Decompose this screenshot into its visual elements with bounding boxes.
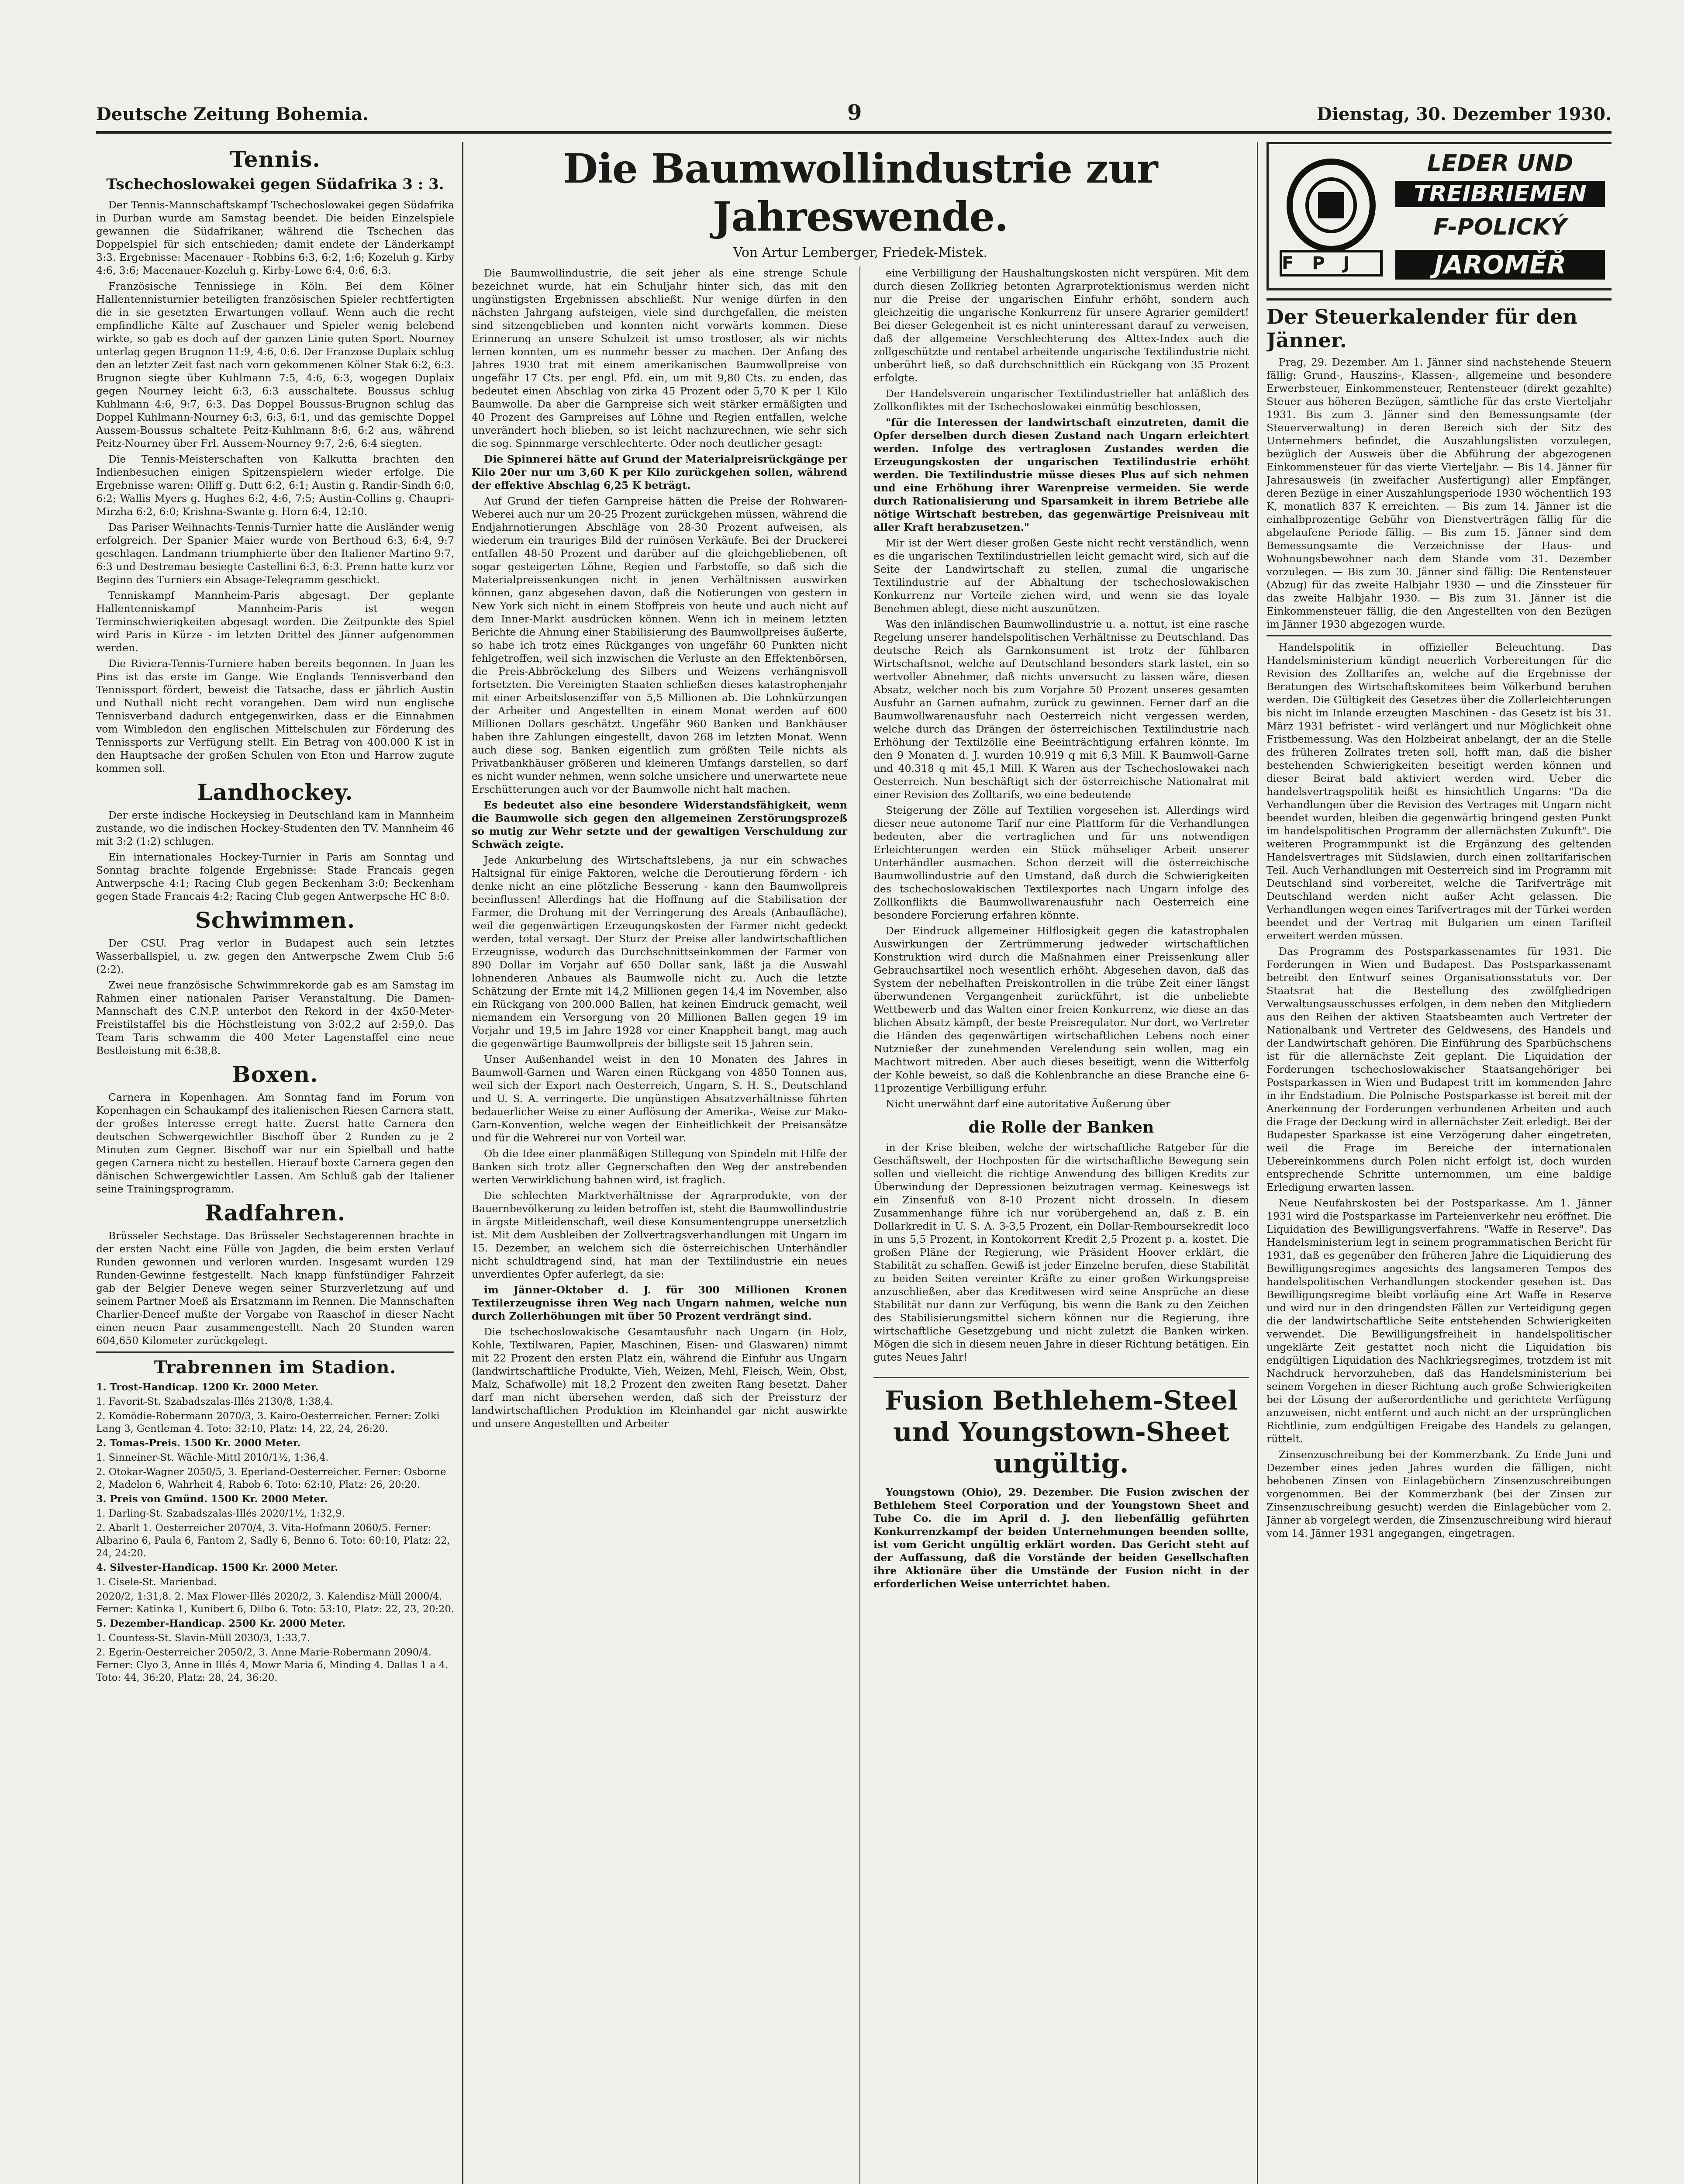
article-title: Der Steuerkalender für den Jänner. [1266,298,1612,352]
divider [1266,635,1612,636]
ad-line: TREIBRIEMEN [1395,181,1605,207]
article-paragraph: Die Tennis-Meisterschaften von Kalkutta brachten den Indienbesuchen einigen Spitzenspielern wieder erfolge. Die Ergebnisse waren: Olliff g. Dutt 6:2, 6:1; Austin g. Randir-Sindh 6:0, 6:2; Wallis Myers g. Hughes 6:2, 4:6, 7:5; Austin-Collins g. Chaupri-Mirzha 6:2, 6:0; Krishna-Swante g. Horn 6:4, 12:10. [96,453,454,518]
article-paragraph: Youngstown (Ohio), 29. Dezember. Die Fusion zwischen der Bethlehem Steel Corporation und der Youngstown Sheet and Tube Co. die im April d. J. den liebenfällig geführten Konkurrenzkampf der beiden Unternehmungen beenden sollte, ist vom Gericht ungültig erklärt worden. Das Gericht steht auf der Auffassung, daß die Vorstände der beiden Gesellschaften ihre Aktionäre über die Umstände der Fusion nicht in der erforderlichen Weise unterrichtet haben. [873,1486,1249,1590]
section-title-swimming: Schwimmen. [195,907,355,933]
issue-date: Dienstag, 30. Dezember 1930. [1317,104,1612,124]
result-line: 2. Abarlt 1. Oesterreicher 2070/4, 3. Vita-Hofmann 2060/5. Ferner: Albarino 6, Paula 6, Fantom 2, Sadly 6, Benno 6. Toto: 60:10, Platz: 22, 24, 24:20. [96,1522,450,1559]
column-rule [859,266,860,2184]
article-paragraph: Brüsseler Sechstage. Das Brüsseler Sechstagerennen brachte in der ersten Nacht eine Fülle von Jagden, die beim ersten Verlauf Runden gewonnen und verloren wurden. Insgesamt wurden 129 Runden-Gewinne festgestellt. Nach knapp fünfstündiger Fahrzeit gab der Belgier Deneve wegen seiner Sturzverletzung auf und seinem Partner Moeß als Ersatzmann im Rennen. Die Mannschaften Charlier-Deneef mußte der Vorgabe von Raaschof in dieser Nacht einen neuen Paar zusammengestellt. Nach 20 Stunden waren 604,650 Kilometer zurückgelegt. [96,1230,454,1347]
article-paragraph: Der erste indische Hockeysieg in Deutschland kam in Mannheim zustande, wo die indischen Hockey-Studenten den TV. Mannheim 46 mit 3:2 (1:2) schlugen. [96,809,454,847]
article-right-column [873,266,1249,1593]
article-paragraph: Die tschechoslowakische Gesamtausfuhr nach Ungarn (in Holz, Kohle, Textilwaren, Papier, Maschinen, Eisen- und Glaswaren) nimmt mit 22 Prozent den ersten Platz ein, während die Einfuhr aus Ungarn (landwirtschaftliche Produkte, Vieh, Weizen, Mehl, Fleisch, Wein, Obst, Malz, Schafwolle) mit 18,2 Prozent den zweiten Rang besetzt. Daher darf man nicht übersehen werden, daß sich der Preissturz der landwirtschaftlichen Produktion im Kleinhandel gar nicht auswirkte und unsere Angestellten und Arbeiter [472,1326,847,1430]
result-line: 2020/2, 1:31,8. 2. Max Flower-Illés 2020/2, 3. Kalendisz-Müll 2000/4. Ferner: Katinka 1, Kunibert 6, Dilbo 6. Toto: 53:10, Platz: 22, 23, 20:20. [96,1591,454,1615]
article-title: Tschechoslowakei gegen Südafrika 3 : 3. [106,176,444,193]
article-paragraph: Die schlechten Marktverhältnisse der Agrarprodukte, von der Bauernbevölkerung zu leiden betroffen ist, steht die Baumwollindustrie in ärgste Mitleidenschaft, weil diese Konsumentengruppe unersetzlich ist. Mit dem Ausbleiben der Zollvertragsverhandlungen mit Ungarn im 15. Dezember, an welchem sich die österreichischen Unterhändler nicht schuldtragend sind, hat man der Textilindustrie ein neues unverdientes Opfer auferlegt, da sie: [472,1189,847,1280]
result-line: 1. Sinneiner-St. Wächle-Mittl 2010/1½, 1:36,4. [96,1452,329,1463]
result-line: 1. Cisele-St. Marienbad. [96,1576,217,1588]
article-paragraph: Neue Neufahrskosten bei der Postsparkasse. Am 1. Jänner 1931 wird die Postsparkasse im Parteienverkehr neu eröffnet. Die Liquidation des Bewilligungsverfahrens. "Waffe in Reserve". Das Handelsministerium legt in seinem programmatischen Bericht für 1931, daß es gegenüber den früheren Jahre die Liquidierung des Bewilligungsregimes angesichts des langsameren Tempos des handelspolitischen Verhandlungen stockender gesehen ist. Das Bewilligungsregime bleibt vorläufig eine Art Waffe in Reserve und wird nur in den dringendsten Fällen zur Verteidigung gegen die der landwirtschaftliche Seite entstehenden Schwierigkeiten verwendet. Die Bewilligungsfreiheit in handelspolitischer ungeklärte Zeit gestattet noch nicht die Liquidation bis endgültigen Liquidation des Nachkriegsregimes, trotzdem ist mit Nachdruck hervorzuheben, daß das Handelsministerium bei seinem Vorgehen in dieser Richtung auch große Schwierigkeiten bei der Lösung der außerordentliche und gerichtete Verfügung anzuweisen, nicht entfernt und auch nicht an der ursprünglichen Richtlinie, zum endgültigen Freigabe des Handels zu gelangen, rüttelt. [1266,1197,1612,1445]
section-title-trotting: Trabrennen im Stadion. [154,1357,397,1378]
article-paragraph: Steigerung der Zölle auf Textilien vorgesehen ist. Allerdings wird dieser neue autonome Tarif nur eine Plattform für die Verhandlungen bedeuten, aber die vertraglichen und für uns notwendigen Erleichterungen werden ein Stück mühseliger Arbeit unserer Unterhändler ausmachen. Schon derzeit will die österreichische Baumwollindustrie auf den Umstand, daß durch die Schwierigkeiten des tschechoslowakischen Textilexportes nach Ungarn infolge des Zollkonflikts die Baumwollwarenausfuhr nach Oesterreich eine besondere Forcierung erfahren könnte. [873,804,1249,921]
result-line: 3. Preis von Gmünd. 1500 Kr. 2000 Meter. [96,1493,328,1505]
article-paragraph: Die Riviera-Tennis-Turniere haben bereits begonnen. In Juan les Pins ist das erste im Gange. Wie Englands Tennisverband den Tennissport fördert, beweist die Tatsache, dass er jährlich Austin und Nuthall nicht recht vorangehen. Dem wird nun englische Tennisverband dadurch entgegenwirken, dass er die Einnahmen vom Wimbledon den englischen Mittelschulen zur Förderung des Tennissports zur Verfügung stellt. Ein Betrag von 400.000 K ist in den Hauptsache der großen Schulen von Eton und Harrow zugute kommen soll. [96,657,454,774]
article-paragraph: Handelspolitik in offizieller Beleuchtung. Das Handelsministerium kündigt neuerlich Vorbereitungen für die Revision des Zolltarifes an, welche auf die Ergebnisse der Beratungen des Wirtschaftskomitees beim Völkerbund beruhen werden. Die Gültigkeit des Gesetzes über die Zollerleichterungen bis nicht im Inlande erzeugten Maschinen - das Gesetz ist bis 31. März 1931 befristet - wird verlängert und nur Möglichkeit ohne Fristbemessung. Was den Holzbeirat anbelangt, der an die Stelle des früheren Zollrates treten soll, hofft man, daß die bisher bestehenden Schwierigkeiten beseitigt werden können und dieser Beirat bald aktiviert werden wird. Ueber die handelsvertragspolitik heißt es hinsichtlich Ungarns: "Da die Verhandlungen über die Revision des Vertrages mit Ungarn nicht beendet wurden, bleiben die gegenwärtig bringend gesten Punkt im handelspolitischen Programm der allernächsten Zukunft". Die weiteren Programmpunkt ist die Ergänzung des geltenden Handelsvertrages mit Südslawien, durch einen zolltarifarischen Teil. Auch Verhandlungen mit Oesterreich sind im Programm mit Deutschland sind vorbereitet, welche die Tarifverträge mit Deutschland werden nicht außer Acht gelassen. Die Verhandlungen wegen eines Tarifvertrages mit der Türkei werden beendet und der Vertrag mit Bulgarien um einen Tarifteil erweitert werden müssen. [1266,641,1612,942]
article-paragraph: Zwei neue französische Schwimmrekorde gab es am Samstag im Rahmen einer nationalen Pariser Veranstaltung. Die Damen-Mannschaft des C.N.P. unterbot den Rekord in der 4x50-Meter-Freistilstaffel bis die Höchstleistung von 3:02,2 auf 2:59,0. Das Team Taris schwamm die 400 Meter Lagenstaffel eine neue Bestleistung mit 6:38,8. [96,979,454,1057]
article-paragraph: Die Spinnerei hätte auf Grund der Materialpreisrückgänge per Kilo 20er nur um 3,60 K per Kilo zurückgehen sollen, während der effektive Abschlag 6,25 K beträgt. [472,453,847,491]
subheading: die Rolle der Banken [968,1118,1154,1137]
article-paragraph: im Jänner-Oktober d. J. für 300 Millionen Kronen Textilerzeugnisse ihren Weg nach Ungarn nahmen, welche nun durch Zollerhöhungen mit über 50 Prozent verdrängt sind. [472,1284,847,1322]
result-line: 2. Egerin-Oesterreicher 2050/2, 3. Anne Marie-Robermann 2090/4. Ferner: Clyo 3, Anne in Illés 4, Mowr Maria 6, Minding 4. Dallas 1 a 4. Toto: 44, 36:20, Platz: 28, 24, 36:20. [96,1647,449,1683]
article-paragraph: Ob die Idee einer planmäßigen Stillegung von Spindeln mit Hilfe der Banken sich trotz aller Gegnerschaften den Weg der anstrebenden werten Verwirklichung bahnen wird, ist fraglich. [472,1147,847,1186]
result-line: 2. Komödie-Robermann 2070/3, 3. Kairo-Oesterreicher. Ferner: Zolki Lang 3, Gentleman 4. Toto: 32:10, Platz: 14, 22, 24, 26:20. [96,1410,440,1434]
result-line: 5. Dezember-Handicap. 2500 Kr. 2000 Meter. [96,1618,345,1629]
result-line: 1. Favorit-St. Szabadszalas-Illés 2130/8, 1:38,4. [96,1396,334,1407]
ad-monogram: F P J [1282,253,1356,273]
page-number: 9 [847,100,862,125]
article-paragraph: Es bedeutet also eine besondere Widerstandsfähigkeit, wenn die Baumwolle sich gegen den allgemeinen Zerstörungsprozeß so mutig zur Wehr setzte und der gewaltigen Verschuldung zur Schwäch zeigte. [472,799,847,850]
article-paragraph: Zinsenzuschreibung bei der Kommerzbank. Zu Ende Juni und Dezember eines jeden Jahres wurden die fälligen, nicht behobenen Zinsen von Einlagebüchern Zinsenzuschreibungen vorgenommen. Bei der Kommerzbank (bei der Zinsen zur Zinsenzuschreibung gesucht) werden die Einlagebücher vom 2. Jänner ab vorgelegt werden, die Zinsenzuschreibung wird hierauf vom 14. Jänner 1931 angegangen, eingetragen. [1266,1448,1612,1539]
masthead [96,100,1612,134]
section-title-hockey: Landhockey. [197,779,353,805]
divider [96,1351,454,1353]
ad-line: LEDER UND [1427,150,1574,176]
article-paragraph: Tenniskampf Mannheim-Paris abgesagt. Der geplante Hallentenniskampf Mannheim-Paris ist wegen Terminschwierigkeiten abgesagt worden. Die Zeitpunkte des Spiel wird Paris in Kürze - im letzten Drittel des Jänner aufgenommen werden. [96,589,454,654]
advertisement [1266,142,1612,290]
article-paragraph: Der Eindruck allgemeiner Hilflosigkeit gegen die katastrophalen Auswirkungen der Zertrümmerung jedweder wirtschaftlichen Konstruktion wird durch die Maßnahmen einer Preissenkung aller Gebrauchsartikel noch wesentlich erhöht. Abgesehen davon, daß das System der nebelhaften Preiskontrollen in die trübe Zeit einer längst überwundenen Vergangenheit zurückführt, ist die unbeliebte Wettbewerb und das Walten einer freien Konkurrenz, wie diese an das blichen Absatz kämpft, der beste Preisregulator. Nur dort, wo Vertreter die Händen des gegenwärtigen wirtschaftlichen Lebens noch einer Nutznießer der zunehmenden Verelendung sein wollen, mag ein Machtwort mitreden. Aber auch dieses beseitigt, wenn die Witterfolg der Kohle beweist, so daß die Kohlenbranche an diese Branche eine 6-11prozentige Verbilligung erfuhr. [873,925,1249,1094]
sports-column [96,142,454,2184]
article-left-column [472,266,847,1433]
article-paragraph: Der CSU. Prag verlor in Budapest auch sein letztes Wasserballspiel, u. zw. gegen den Antwerpsche Zwem Club 5:6 (2:2). [96,937,454,975]
article-paragraph: Das Programm des Postsparkassenamtes für 1931. Die Forderungen in Wien und Budapest. Das Postsparkassenamt betreibt den Entwurf seines Organisationsstatuts vor. Der Staatsrat hat die Bestellung des zwölfgliedrigen Verwaltungsausschusses erfolgen, in dem neben den Mitgliedern aus den Reihen der aktiven Staatsbeamten auch Vertreter der Nationalbank und Vertreter des Geldwesens, des Handels und der Landwirtschaft gehören. Die Einführung des Sparbüchschens ist für die allernächste Zeit geplant. Die Liquidation der Forderungen tschechoslowakischer Staatsangehöriger bei Postsparkassen in Wien und Budapest tritt im kommenden Jahre in ihr Endstadium. Die Polnische Postsparkasse ist bereit mit der Anerkennung der Forderungen verbundenen Arbeiten und auch die Frage der Deckung wird in allernächster Zeit erledigt. Bei der Budapester Sparkasse ist eine Verzögerung daher eingetreten, weil die Frage im Bereiche der internationalen Uebereinkommens durch Polen nicht erfolgt ist, doch wurden entsprechende Schritte unternommen, um eine baldige Erledigung erwarten lassen. [1266,945,1612,1193]
article-paragraph: Jede Ankurbelung des Wirtschaftslebens, ja nur ein schwaches Haltsignal für einige Faktoren, welche die Deroutierung fördern - ich denke nicht an eine plötzliche Besserung - kann den Baumwollpreis beeinflussen! Allerdings hat die Hoffnung auf die Stabilisation der Farmer, die Drohung mit der Verringerung des Areals (Anbaufläche), weil die gegenwärtigen Erzeugungskosten der Farmer nicht gedeckt werden, total versagt. Der Sturz der Preise aller landwirtschaftlichen Erzeugnisse, wodurch das Durchschnittseinkommen der Farmer von 890 Dollar im Vorjahr auf 650 Dollar sank, läßt ja die Auswahl lohnenderen Anbaues als Baumwolle nicht zu. Auch die letzte Schätzung der Ernte mit 14,2 Millionen gegen 14,4 im November, also ein Rückgang von 200.000 Ballen, hat keinen Eindruck gemacht, weil niemandem ein Versorgung von 20 Millionen Ballen gegen 19 im Vorjahr und 19,5 im Jahre 1928 vor einer Knappheit bangt, mag auch die gegenwärtige Baumwollpreis der billigste seit 15 Jahren sein. [472,854,847,1050]
column-rule [462,142,463,2184]
section-title-boxing: Boxen. [232,1061,318,1087]
article-paragraph: eine Verbilligung der Haushaltungskosten nicht verspüren. Mit dem durch diesen Zollkrieg betonten Agrarprotektionismus werden nicht nur die Preise der ungarischen Einfuhr erhöht, sondern auch gleichzeitig die ungarische Konkurrenz für unsere Agrarier gemildert! Bei dieser Gelegenheit ist es nicht uninteressant darauf zu verweisen, daß der allgemeine Verschlechterung des Alttex-Index auch die zollgeschützte und rentabel arbeitende ungarische Textilindustrie nicht unberührt ließ, so daß durchschnittlich ein Rückgang von 35 Prozent erfolgte. [873,267,1249,384]
result-line: 1. Darling-St. Szabadszalas-Illés 2020/1½, 1:32,9. [96,1508,345,1519]
ad-line: F-POLICKÝ [1433,214,1567,240]
article-paragraph: Der Tennis-Mannschaftskampf Tschechoslowakei gegen Südafrika in Durban wurde am Samstag beendet. Die beiden Einzelspiele gewannen die Südafrikaner, während die Tschechen das Doppelspiel für sich entschieden; damit endete der Länderkampf 3:3. Ergebnisse: Macenauer - Robbins 6:3, 6:2, 1:6; Kozeluh g. Kirby 4:6, 3:6; Macenauer-Kozeluh g. Kirby-Lowe 6:4, 0:6, 6:3. [96,199,454,276]
result-line: 2. Tomas-Preis. 1500 Kr. 2000 Meter. [96,1438,301,1449]
article-paragraph: Die Baumwollindustrie, die seit jeher als eine strenge Schule bezeichnet wurde, hat ein Schuljahr hinter sich, das mit den ungünstigsten Ergebnissen abschließt. Nur wenige dürfen in den nächsten Jahrgang aufsteigen, viele sind durchgefallen, die meisten sind sitzengeblieben und konnten nicht vorwärts kommen. Diese Erinnerung an unsere Schulzeit ist umso trostloser, als wir nichts lernen konnten, um es nunmehr besser zu machen. Der Anfang des Jahres 1930 trat mit einem amerikanischen Baumwollpreise von ungefähr 17 Cts. per engl. Pfd. ein, um mit 9,80 Cts. zu enden, das bedeutet einen Abschlag von zirka 45 Prozent oder 5,70 K per 1 Kilo Baumwolle. Da aber die Garnpreise sich weit stärker ermäßigten und 40 Prozent des Garnpreises auf Löhne und Regien entfallen, welche unverändert hoch blieben, so ist leicht nachzurechnen, wie sehr sich die sog. Spinnmarge verschlechterte. Oder noch deutlicher gesagt: [472,267,847,449]
article-paragraph: Was den inländischen Baumwollindustrie u. a. nottut, ist eine rasche Regelung unserer handelspolitischen Verhältnisse zu Deutschland. Das deutsche Reich als Garnkonsument ist trotz der fühlbaren Wirtschaftsnot, welche auf Deutschland besonders stark lastet, ein so wertvoller Abnehmer, daß nichts unversucht zu lassen wäre, diesen Absatz, welcher noch bis zum Vorjahre 50 Prozent unseres gesamten Ausfuhr an Garnen aufnahm, zurück zu gewinnen. Ferner darf an die Baumwollwarenausfuhr nach Oesterreich nicht vergessen werden, welche durch das Drängen der österreichischen Textilindustrie nach Erhöhung der Textilzölle eine Beeinträchtigung erfahren könnte. Im den 9 Monaten d. J. wurden 10.919 q mit 6,3 Mill. K Baumwoll-Garne und 40.318 q mit 45,1 Mill. K Waren aus der Tschechoslowakei nach Oesterreich. Nun beschäftigt sich der österreichische Nationalrat mit einer Revision des Zolltarifs, wo eine bedeutende [873,618,1249,801]
article-paragraph: "für die Interessen der landwirtschaft einzutreten, damit die Opfer derselben durch diesen Zustand nach Ungarn erleichtert werden. Infolge des vertraglosen Zustandes werden die Erzeugungskosten der ungarischen Textilindustrie erhöht werden. Die Textilindustrie müsse dieses Plus auf sich nehmen und eine Erhöhung ihrer Warenpreise vermeiden. Sie werde durch Rationalisierung und Sparsamkeit in ihrem Betriebe alle nötige Wirtschaft bestreben, das gegenwärtige Preisniveau mit aller Kraft herabzusetzen." [873,416,1249,533]
section-title-cycling: Radfahren. [204,1200,346,1226]
article-paragraph: Der Handelsverein ungarischer Textilindustrieller hat anläßlich des Zollkonfliktes mit der Tschechoslowakei einmütig beschlossen, [873,387,1249,413]
article-paragraph: Französische Tennissiege in Köln. Bei dem Kölner Hallentennisturnier beteiligten französischen Spieler rechtfertigten die in sie gesetzten Erwartungen vollauf. Wenn auch die recht empfindliche Kälte auf Zuschauer und Spieler wenig belebend wirkte, so gab es doch auf der ganzen Linie guten Sport. Nourney unterlag gegen Brugnon 11:9, 4:6, 0:6. Der Franzose Duplaix schlug den an letzter Zeit fast nach vorn gekommenen Kölner Stak 6:2, 6:3. Brugnon siegte über Kuhlmann 7:5, 4:6, 6:3, wogegen Duplaix gegen Nourney leicht 6:3, 6:3 ausschaltete. Boussus schlug Kuhlmann 4:6, 9:7, 6:3. Das Doppel Boussus-Brugnon schlug das Doppel Kuhlmann-Nourney 6:3, 6:3, 6:1, und das gemischte Doppel Aussem-Boussus schaltete Peitz-Kuhlmann 8:6, 6:2 aus, während Peitz-Nourney über Frl. Aussem-Nourney 9:7, 2:6, 6:4 siegten. [96,280,454,449]
paper-name: Deutsche Zeitung Bohemia. [96,104,369,124]
column-rule [1257,142,1258,2184]
article-paragraph: Prag, 29. Dezember. Am 1. Jänner sind nachstehende Steuern fällig: Grund-, Hauszins-, Klassen-, allgemeine und besondere Erwerbsteuer, Einkommensteuer, Rentensteuer (direkt gezahlte) Steuer aus höheren Bezügen, sämtliche für das erste Vierteljahr 1931. Bis zum 3. Jänner sind den Bemessungsamte (der Steuerverwaltung) in deren Bereich sich der Sitz des Unternehmers befindet, die Auszahlungslisten vorzulegen, bezüglich der Ausweis über die Abführung der abgezogenen Einkommensteuer für das vierte Vierteljahr. — Bis 14. Jänner für Jahresausweis (in zweifacher Ausfertigung) aller Empfänger, deren Bezüge in einer Auszahlungsperiode 1930 wöchentlich 193 K, monatlich 837 K erreichten. — Bis zum 14. Jänner ist die einhalbprozentige Gebühr von Dienstverträgen fällig für die abgelaufene Periode fällig. — Bis zum 15. Jänner sind dem Bemessungsamte die Verzeichnisse der Haus- und Wohnungsbewohner nach dem Stande vom 31. Dezember vorzulegen. — Bis zum 30. Jänner sind fällig: Die Rentensteuer (Abzug) für das zweite Halbjahr 1930 — und die Zinssteuer für das zweite Halbjahr 1930. — Bis zum 31. Jänner ist die Einkommensteuer fällig, die den Angestellten von den Bezügen im Jänner 1930 abgezogen wurde. [1266,356,1612,630]
headline: Die Baumwollindustrie zur Jahreswende. [563,145,1158,240]
article-paragraph: Auf Grund der tiefen Garnpreise hätten die Preise der Rohwaren-Weberei auch nur um 20-25 Prozent zurückgehen müssen, während die Endjahrnotierungen Abschläge von 28-30 Prozent aufweisen, als wiederum ein trauriges Bild der ruinösen Verkäufe. Bei der Druckerei entfallen 48-50 Prozent und darüber auf die gleichgebliebenen, oft sogar gesteigerten Löhne, Regien und Farbstoffe, so daß sich die Materialpreissenkungen nicht in jenen Verhältnissen auswirken können, ganz abgesehen davon, daß die Notierungen von gestern in New York sich nicht in einem Stoffpreis von heute und auch nicht auf dem Inner-Markt ausdrücken können. Wenn ich in meinem letzten Berichte die Ahnung einer Stabilisierung des Baumwollpreises äußerte, so habe ich trotz eines Rückganges von ungefähr 60 Punkten nicht fehlgetroffen, weil sich inzwischen die Verluste an den Effektenbörsen, die Preis-Abbröckelung des Silbers und Weizens verhängnisvoll fortsetzten. Die Vereinigten Staaten schließen dieses katastrophenjahr mit einer Arbeitslosenziffer von 5,5 Millionen ab. Die Lohnkürzungen der Arbeiter und Angestellten in einem Monat werden auf 600 Millionen Dollars geschätzt. Ungefähr 960 Banken und Bankhäuser haben ihre Zahlungen eingestellt, davon 268 im letzten Monat. Wenn auch diese sog. Banken eigentlich zum größten Teile nichts als Privatbankhäuser größeren und kleineren Umfangs darstellen, so darf es nicht wunder nehmen, wenn solche unsichere und unerwartete neue Erschütterungen auch vor der Baumwolle nicht halt machen. [472,495,847,795]
result-line: 1. Trost-Handicap. 1200 Kr. 2000 Meter. [96,1382,319,1393]
article-paragraph: Unser Außenhandel weist in den 10 Monaten des Jahres in Baumwoll-Garnen und Waren einen Rückgang von 4850 Tonnen aus, weil sich der Export nach Oesterreich, Ungarn, S. H. S., Deutschland und U. S. A. verringerte. Die ungünstigen Absatzverhältnisse führten bedauerlicher Weise zu einer Auflösung der Amerika-, Weise zur Mako-Garn-Konvention, welche wegen der Einheitlichkeit der Preisansätze und für die Wehrerei nur von Vorteil war. [472,1053,847,1144]
article-paragraph: Ein internationales Hockey-Turnier in Paris am Sonntag und Sonntag brachte folgende Ergebnisse: Stade Francais gegen Antwerpsche 4:1; Racing Club gegen Beckenham 3:0; Beckenham gegen Stade Francais 4:2; Racing Club gegen Antwerpsche HC 8:0. [96,851,454,902]
article-paragraph: Mir ist der Wert dieser großen Geste nicht recht verständlich, wenn es die ungarischen Textilindustriellen leicht gemacht wird, sich auf die Seite der Landwirtschaft zu stellen, zumal die ungarische Textilindustrie auf der Abhaltung der tschechoslowakischen Konkurrenz nur Vorteile ziehen wird, und wenn sie das loyale Benehmen ablegt, diese nicht auszunützen. [873,537,1249,615]
article-paragraph: Carnera in Kopenhagen. Am Sonntag fand im Forum von Kopenhagen ein Schaukampf des italienischen Riesen Carnera statt, der großes Interesse erregt hatte. Zuerst hatte Carnera den deutschen Schwergewichtler Bischoff über 2 Runden zu je 2 Minuten zum Gegner. Bischoff war nur ein Spielball und hatte gegen Carnera nicht zu bestellen. Hierauf boxte Carnera gegen den dänischen Schwergewichtler Lassen. Am Schluß gab der Italiener seine Trainingsprogramm. [96,1091,454,1195]
result-line: 1. Countess-St. Slavin-Müll 2030/3, 1:33,7. [96,1632,310,1644]
newspaper-page [96,100,1612,2184]
result-line: 2. Otokar-Wagner 2050/5, 3. Eperland-Oesterreicher. Ferner: Osborne 2, Madelon 6, Wahrheit 4, Rabob 6. Toto: 62:10, Platz: 26, 20:20. [96,1466,446,1490]
section-title-tennis: Tennis. [230,146,321,172]
economics-column [1266,142,1612,2184]
trotting-results [96,1381,454,1684]
result-line: 4. Silvester-Handicap. 1500 Kr. 2000 Meter. [96,1562,338,1573]
article-paragraph: Nicht unerwähnt darf eine autoritative Äußerung über [886,1098,1170,1110]
ad-line: JAROMĚŘ [1395,250,1605,280]
article-title: Fusion Bethlehem-Steel und Youngstown-Sheet ungültig. [873,1377,1249,1479]
main-article [472,142,1249,2184]
article-paragraph: in der Krise bleiben, welche der wirtschaftliche Ratgeber für die Geschäftswelt, der Hochposten für die wirtschaftliche Bewegung sein sollen und vielleicht die richtige Anwendung des billigen Kredits zur Überwindung der Depressionen beizutragen vermag. Keineswegs ist ein Zinsenfuß von 8-10 Prozent nicht drosseln. In diesem Zusammenhange führe ich nur vorübergehend an, daß z. B. ein Dollarkredit in U. S. A. 3-3,5 Prozent, ein Dollar-Remboursekredit loco in uns 5,5 Prozent, in Kontokorrent Kredit 2,5 Prozent p. a. kostet. Die großen Pläne der Regierung, wie Präsident Hoover erklärt, die Stabilität zu schaffen. Gewiß ist jeder Einzelne berufen, diese Stabilität zu beiden Seiten vereinter Kräfte zu einer großen Wirkungspreise anzuschließen, aber das Kreditwesen wird seine Ansprüche an diese Stabilität nur dann zur Verfügung, bis wenn die Bank zu den Zeichen des Stabilisierungsmittel sichern können nur die Regierung, ihre wirtschaftliche Gesetzgebung und nicht zuletzt die Banken wirken. Mögen die sich in diesem neuen Jahre in dieser Richtung betätigen. Ein gutes Neues Jahr! [873,1141,1249,1363]
byline: Von Artur Lemberger, Friedek-Mistek. [733,245,988,260]
article-paragraph: Das Pariser Weihnachts-Tennis-Turnier hatte die Ausländer wenig erfolgreich. Der Spanier Maier wurde von Berthoud 6:3, 6:4, 9:7 geschlagen. Landmann triumphierte über den Italiener Martino 9:7, 6:3 und Destremau besiegte Castellini 6:3, 6:3. Prenn hatte kurz vor Beginn des Turniers ein Absage-Telegramm geschickt. [96,521,454,586]
